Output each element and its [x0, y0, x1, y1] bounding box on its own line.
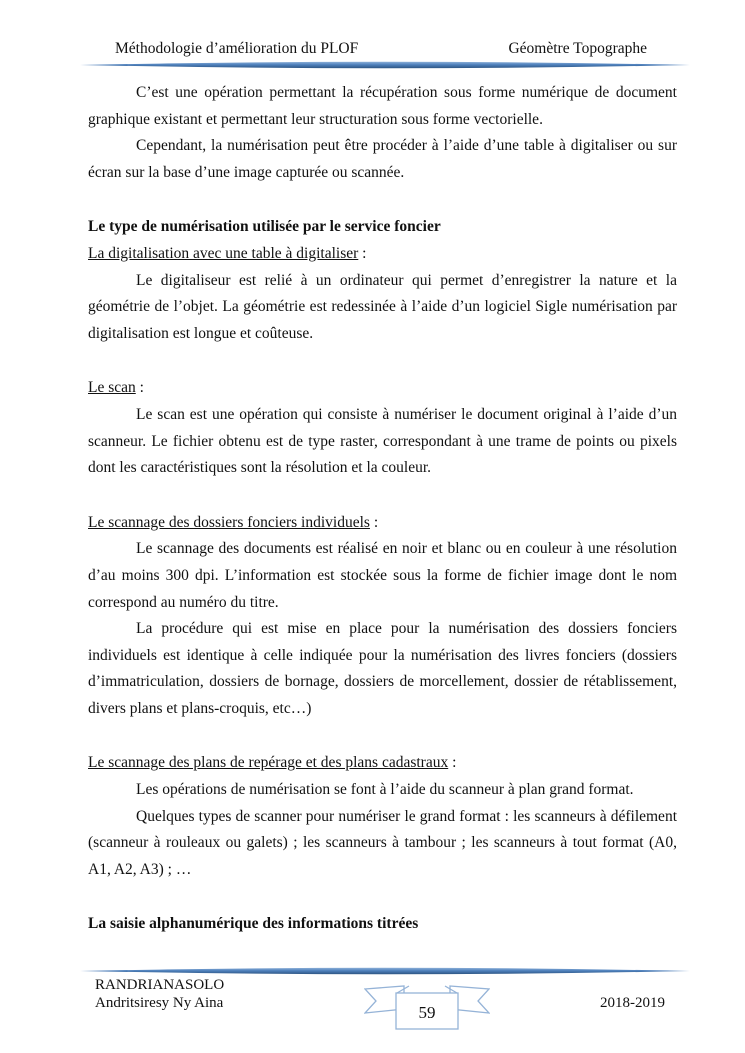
- subsection-heading: [88, 375, 677, 402]
- paragraph: Le digitaliseur est relié à un ordinateur qui permet d’enregistrer la nature et la géométrie de l’objet. La géométrie est redessinée à l’aide d’un logiciel Sigle numérisation par digitalisation est longue et coûteuse.: [88, 271, 677, 342]
- page-footer: [78, 976, 665, 1035]
- subsection-suffix: :: [448, 754, 457, 772]
- footer-author-name: RANDRIANASOLO: [95, 977, 225, 993]
- subsection-label: La digitalisation avec une table à digitaliser: [88, 244, 359, 262]
- document-body: [88, 80, 677, 938]
- header-rule: [78, 61, 692, 69]
- page-number: 59: [418, 1003, 436, 1022]
- header-right-title: Géomètre Topographe: [508, 40, 647, 57]
- paragraph: Le scannage des documents est réalisé en noir et blanc ou en couleur à une résolution d’au moins 300 dpi. L’information est stockée sous la forme de fichier image dont le nom correspond au numéro du titre.: [88, 540, 677, 611]
- section-heading: La saisie alphanumérique des informations titrées: [88, 915, 419, 933]
- subsection-suffix: :: [369, 513, 379, 531]
- header-left-title: Méthodologie d’amélioration du PLOF: [115, 40, 359, 57]
- footer-rule: [78, 967, 692, 975]
- footer-year: 2018-2019: [599, 995, 665, 1011]
- subsection-label: Le scannage des dossiers fonciers individuels: [88, 513, 370, 531]
- paragraph: Les opérations de numérisation se font à l’aide du scanneur à plan grand format.: [136, 781, 634, 799]
- footer-author-block: [78, 976, 224, 1012]
- paragraph: Quelques types de scanner pour numériser le grand format : les scanneurs à défilement (scanneur à rouleaux ou galets) ; les scanneurs à tambour ; les scanneurs à tout format (A0, A1, A2, A3) ; …: [88, 807, 677, 878]
- subsection-suffix: :: [358, 244, 367, 262]
- section-heading: Le type de numérisation utilisée par le service foncier: [88, 218, 441, 236]
- subsection-label: Le scannage des plans de repérage et des plans cadastraux: [88, 754, 449, 772]
- page-header: [115, 40, 647, 58]
- paragraph: Cependant, la numérisation peut être procéder à l’aide d’une table à digitaliser ou sur écran sur la base d’une image capturée ou scannée.: [88, 137, 677, 181]
- subsection-heading: [88, 241, 677, 268]
- footer-author-firstname: Andritsiresy Ny Aina: [95, 995, 224, 1011]
- paragraph: La procédure qui est mise en place pour la numérisation des dossiers fonciers individuels est identique à celle indiquée pour la numérisation des livres fonciers (dossiers d’immatriculation, dossiers de bornage, dossiers de morcellement, dossier de rétablissement, divers plans et plans-croquis, etc…): [88, 620, 677, 717]
- subsection-heading: [88, 750, 677, 777]
- paragraph: Le scan est une opération qui consiste à numériser le document original à l’aide d’un scanneur. Le fichier obtenu est de type raster, correspondant à une trame de points ou pixels dont les caractéristiques sont la résolution et la couleur.: [88, 405, 677, 477]
- subsection-label: Le scan: [88, 379, 136, 397]
- page-number-ribbon: [364, 984, 490, 1035]
- paragraph: C’est une opération permettant la récupération sous forme numérique de document graphique existant et permettant leur structuration sous forme vectorielle.: [88, 84, 677, 128]
- subsection-suffix: :: [135, 379, 144, 397]
- subsection-heading: [88, 510, 677, 537]
